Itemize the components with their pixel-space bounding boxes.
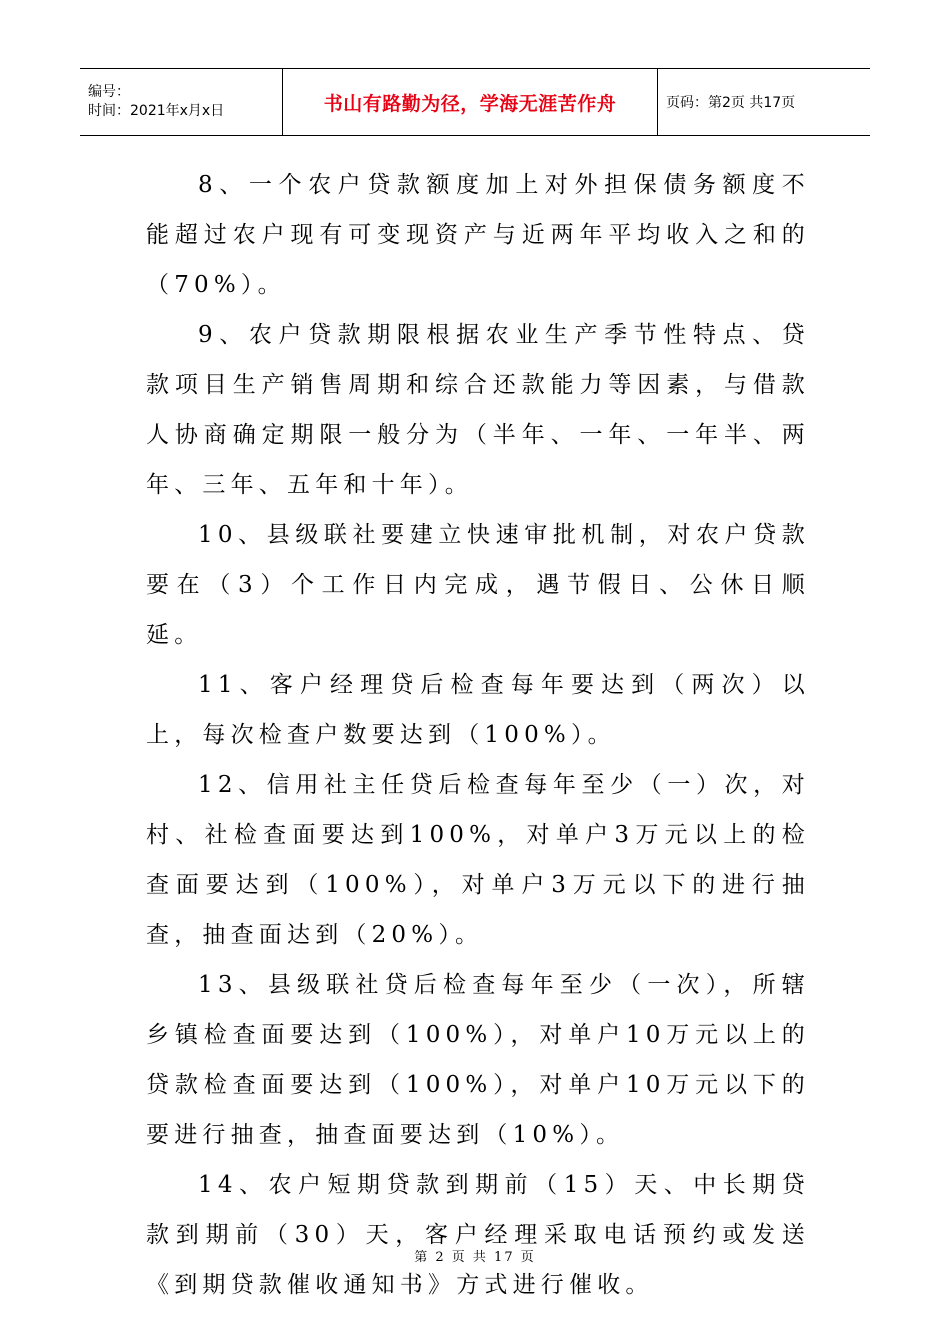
document-body xyxy=(146,160,810,1310)
document-time-label: 时间：2021年x月x日 xyxy=(88,103,225,119)
header-page-info: 页码：第2页 共17页 xyxy=(666,95,796,111)
paragraph-item-8: 8、一个农户贷款额度加上对外担保债务额度不能超过农户现有可变现资产与近两年平均收入之和的（70%）。 xyxy=(146,172,810,298)
header-page-info-cell xyxy=(658,69,870,135)
paragraph-item-12: 12、信用社主任贷后检查每年至少（一）次，对村、社检查面要达到100%，对单户3万元以上的检查面要达到（100%），对单户3万元以下的进行抽查，抽查面达到（20%）。 xyxy=(146,772,810,948)
header-motto: 书山有路勤为径，学海无涯苦作舟 xyxy=(323,92,617,115)
paragraph-item-11: 11、客户经理贷后检查每年要达到（两次）以上，每次检查户数要达到（100%）。 xyxy=(146,672,810,748)
page-footer: 第 2 页 共 17 页 xyxy=(414,1250,536,1265)
header-meta xyxy=(80,69,283,135)
paragraph-item-10: 10、县级联社要建立快速审批机制，对农户贷款要在（3）个工作日内完成，遇节假日、公休日顺延。 xyxy=(146,522,810,648)
page-header xyxy=(80,68,870,136)
document-number-label: 编号： xyxy=(88,84,130,100)
paragraph-item-9: 9、农户贷款期限根据农业生产季节性特点、贷款项目生产销售周期和综合还款能力等因素，与借款人协商确定期限一般分为（半年、一年、一年半、两年、三年、五年和十年）。 xyxy=(146,322,810,498)
header-motto-cell xyxy=(283,69,658,135)
paragraph-item-13: 13、县级联社贷后检查每年至少（一次），所辖乡镇检查面要达到（100%），对单户10万元以上的贷款检查面要达到（100%），对单户10万元以下的要进行抽查，抽查面要达到（10%）。 xyxy=(146,972,810,1148)
paragraph-item-14: 14、农户短期贷款到期前（15）天、中长期贷款到期前（30）天，客户经理采取电话预约或发送《到期贷款催收通知书》方式进行催收。 xyxy=(146,1172,810,1298)
